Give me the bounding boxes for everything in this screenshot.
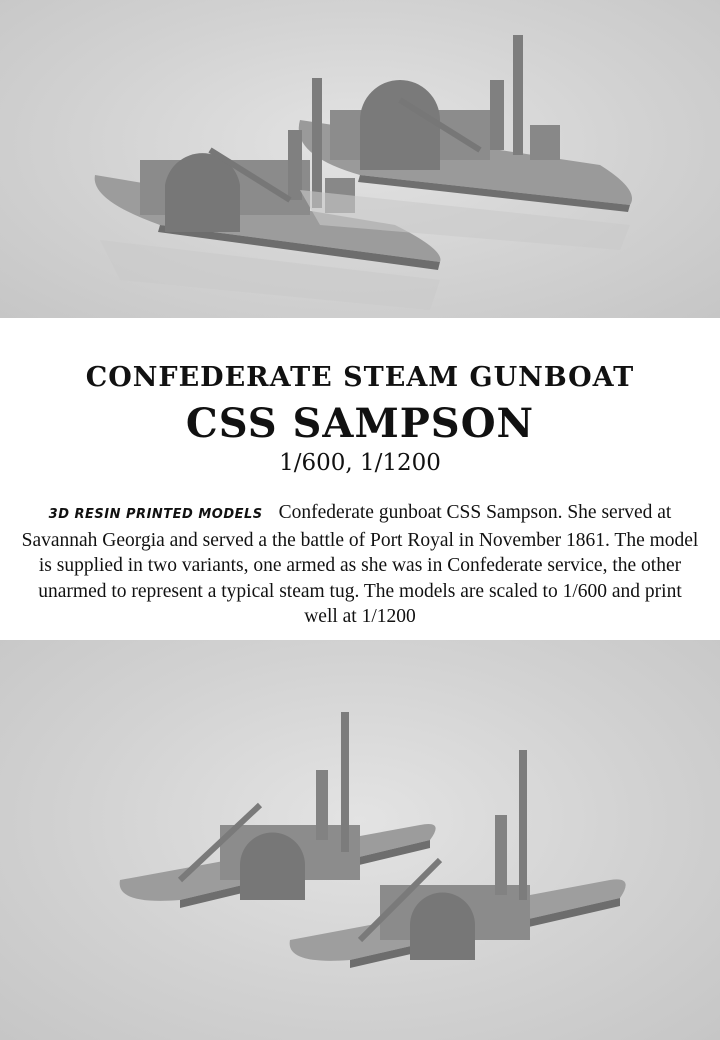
boat-models-bottom-illustration: [0, 640, 720, 1040]
bottom-render-image: [0, 640, 720, 1040]
boat-model-left: [120, 712, 436, 908]
description-text: Confederate gunboat CSS Sampson. She served at Savannah Georgia and served a the battle of Port Royal in November 1861. The model is supplied in two variants, one armed as she was in Confederate service, the other unarmed to represent a typical steam tug. The models are scaled to 1/600 and print well at 1/1200: [21, 502, 699, 627]
description-paragraph: [20, 500, 700, 630]
page-subtitle: CONFEDERATE STEAM GUNBOAT: [85, 362, 635, 393]
page-title: CSS SAMPSON: [185, 400, 535, 447]
boat-models-top-illustration: [0, 0, 720, 318]
brand-logo: 3D RESIN PRINTED MODELS: [48, 507, 263, 522]
scale-label: 1/600, 1/1200: [279, 450, 441, 476]
top-render-image: [0, 0, 720, 318]
